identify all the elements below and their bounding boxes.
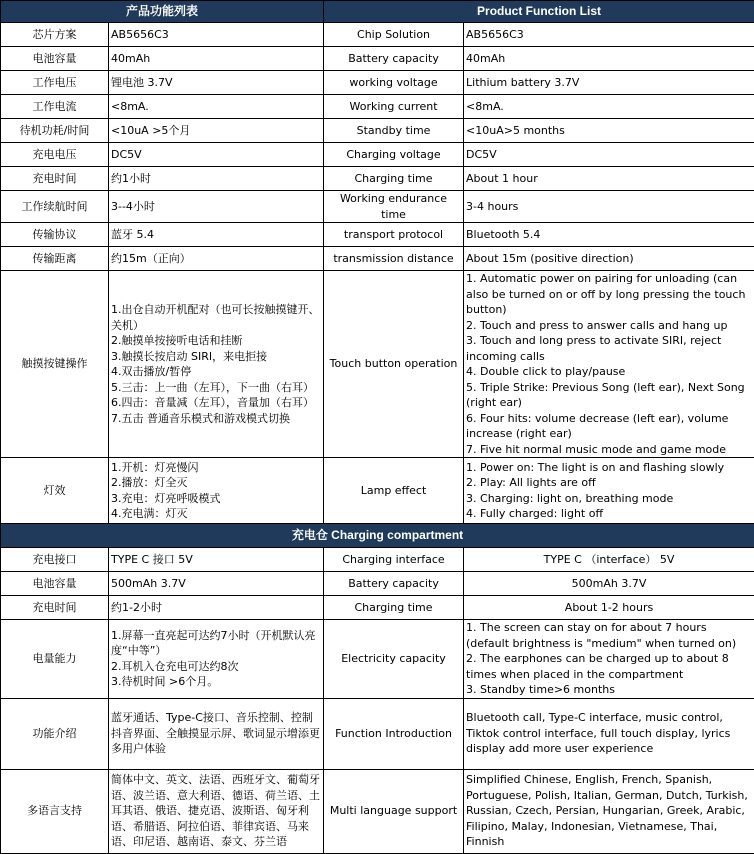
power-en-value: 1. The screen can stay on for about 7 hours (default brightness is "medium" when turned on) 2. The earphones can be charged up to about 8 times when placed in the compartment 3. Standby time>6 months: [464, 620, 754, 699]
product-spec-row: [1, 71, 754, 95]
spec-en-label: Chip Solution: [324, 23, 464, 47]
spec-cn-label: 工作电流: [1, 95, 109, 119]
spec-en-label: Charging interface: [324, 548, 464, 572]
spec-cn-label: 电池容量: [1, 572, 109, 596]
spec-cn-value: 约1小时: [109, 167, 324, 191]
spec-en-label: Charging voltage: [324, 143, 464, 167]
touch-row: [1, 271, 754, 458]
function-en-label: Function Introduction: [324, 698, 464, 769]
spec-en-value: About 1 hour: [464, 167, 754, 191]
spec-en-label: transmission distance: [324, 247, 464, 271]
spec-en-label: Working endurance time: [324, 191, 464, 223]
spec-en-label: transport protocol: [324, 223, 464, 247]
product-spec-row: [1, 247, 754, 271]
spec-cn-value: DC5V: [109, 143, 324, 167]
function-cn-label: 功能介绍: [1, 698, 109, 769]
lamp-en-label: Lamp effect: [324, 458, 464, 524]
product-spec-row: [1, 23, 754, 47]
spec-en-value: 40mAh: [464, 47, 754, 71]
spec-en-label: Working current: [324, 95, 464, 119]
lamp-cn-value: 1.开机：灯亮慢闪 2.播放：灯全灭 3.充电：灯亮呼吸模式 4.充电满：灯灭: [109, 458, 324, 524]
touch-en-label: Touch button operation: [324, 271, 464, 458]
spec-en-value: AB5656C3: [464, 23, 754, 47]
touch-cn-label: 触摸按键操作: [1, 271, 109, 458]
product-spec-row: [1, 95, 754, 119]
spec-en-label: Standby time: [324, 119, 464, 143]
language-cn-label: 多语言支持: [1, 769, 109, 853]
spec-en-value: Lithium battery 3.7V: [464, 71, 754, 95]
function-cn-value: 蓝牙通话、Type-C接口、音乐控制、控制抖音界面、全触摸显示屏、歌词显示增添更多用户体验: [109, 698, 324, 769]
spec-en-value: <8mA.: [464, 95, 754, 119]
lamp-en-value: 1. Power on: The light is on and flashing slowly 2. Play: All lights are off 3. Charging: light on, breathing mode 4. Fully charged: light off: [464, 458, 754, 524]
section-row: [1, 524, 754, 548]
language-cn-value: 简体中文、英文、法语、西班牙文、葡萄牙语、波兰语、意大利语、德语、荷兰语、土耳其语、俄语、捷克语、波斯语、匈牙利语、希腊语、阿拉伯语、菲律宾语、马来语、印尼语、越南语、泰文、芬兰语: [109, 769, 324, 853]
language-en-value: Simplified Chinese, English, French, Spanish, Portuguese, Polish, Italian, German, Dutch, Turkish, Russian, Czech, Persian, Hungarian, Greek, Arabic, Filipino, Malay, Indonesian, Vietnamese, Thai, Finnish: [464, 769, 754, 853]
touch-en-value: 1. Automatic power on pairing for unloading (can also be turned on or off by long pressing the touch button) 2. Touch and press to answer calls and hang up 3. Touch and long press to activate SIRI, reject incoming calls 4. Double click to play/pause 5. Triple Strike: Previous Song (left ear), Next Song (right ear) 6. Four hits: volume decrease (left ear), volume increase (right ear) 7. Five hit normal music mode and game mode: [464, 271, 754, 458]
spec-en-label: working voltage: [324, 71, 464, 95]
product-spec-row: [1, 167, 754, 191]
spec-cn-label: 传输协议: [1, 223, 109, 247]
power-cn-value: 1.屏幕一直亮起可达约7小时（开机默认亮度“中等”） 2.耳机入仓充电可达约8次 3.待机时间 >6个月。: [109, 620, 324, 699]
spec-cn-label: 传输距离: [1, 247, 109, 271]
spec-en-value: Bluetooth 5.4: [464, 223, 754, 247]
spec-cn-label: 芯片方案: [1, 23, 109, 47]
product-spec-row: [1, 143, 754, 167]
spec-cn-value: 3--4小时: [109, 191, 324, 223]
spec-en-label: Battery capacity: [324, 572, 464, 596]
spec-en-value: About 15m (positive direction): [464, 247, 754, 271]
spec-en-value: 500mAh 3.7V: [464, 572, 754, 596]
spec-cn-label: 工作电压: [1, 71, 109, 95]
section-title: 充电仓 Charging compartment: [1, 524, 754, 548]
spec-cn-value: <8mA.: [109, 95, 324, 119]
spec-en-value: 3-4 hours: [464, 191, 754, 223]
spec-cn-value: 500mAh 3.7V: [109, 572, 324, 596]
spec-en-label: Charging time: [324, 596, 464, 620]
power-en-label: Electricity capacity: [324, 620, 464, 699]
spec-en-value: DC5V: [464, 143, 754, 167]
language-row: [1, 769, 754, 853]
header-right-title: Product Function List: [324, 1, 754, 23]
spec-en-label: Charging time: [324, 167, 464, 191]
spec-en-value: <10uA>5 months: [464, 119, 754, 143]
spec-en-value: About 1-2 hours: [464, 596, 754, 620]
function-row: [1, 698, 754, 769]
power-cn-label: 电量能力: [1, 620, 109, 699]
product-spec-row: [1, 191, 754, 223]
product-spec-row: [1, 47, 754, 71]
spec-cn-label: 工作续航时间: [1, 191, 109, 223]
spec-cn-value: TYPE C 接口 5V: [109, 548, 324, 572]
spec-cn-value: AB5656C3: [109, 23, 324, 47]
spec-en-value: TYPE C （interface） 5V: [464, 548, 754, 572]
language-en-label: Multi language support: [324, 769, 464, 853]
case-spec-row: [1, 548, 754, 572]
case-spec-row: [1, 596, 754, 620]
spec-cn-value: 锂电池 3.7V: [109, 71, 324, 95]
spec-cn-label: 电池容量: [1, 47, 109, 71]
spec-cn-value: 约1-2小时: [109, 596, 324, 620]
lamp-row: [1, 458, 754, 524]
spec-en-label: Battery capacity: [324, 47, 464, 71]
spec-cn-value: 40mAh: [109, 47, 324, 71]
spec-cn-label: 充电电压: [1, 143, 109, 167]
spec-cn-label: 充电时间: [1, 167, 109, 191]
power-row: [1, 620, 754, 699]
spec-cn-value: 约15m（正向）: [109, 247, 324, 271]
product-spec-row: [1, 119, 754, 143]
spec-cn-label: 充电接口: [1, 548, 109, 572]
case-spec-row: [1, 572, 754, 596]
spec-cn-value: <10uA >5个月: [109, 119, 324, 143]
touch-cn-value: 1.出仓自动开机配对（也可长按触摸键开、关机） 2.触摸单按接听电话和挂断 3.触摸长按启动 SIRI，来电拒接 4.双击播放/暂停 5.三击：上一曲（左耳），下一曲（右耳） 6.四击：音量减（左耳），音量加（右耳） 7.五击 普通音乐模式和游戏模式切换: [109, 271, 324, 458]
product-spec-row: [1, 223, 754, 247]
header-left-title: 产品功能列表: [1, 1, 324, 23]
header-row: [1, 1, 754, 23]
lamp-cn-label: 灯效: [1, 458, 109, 524]
spec-cn-label: 充电时间: [1, 596, 109, 620]
spec-cn-label: 待机功耗/时间: [1, 119, 109, 143]
function-en-value: Bluetooth call, Type-C interface, music control, Tiktok control interface, full touch display, lyrics display add more user experience: [464, 698, 754, 769]
spec-cn-value: 蓝牙 5.4: [109, 223, 324, 247]
